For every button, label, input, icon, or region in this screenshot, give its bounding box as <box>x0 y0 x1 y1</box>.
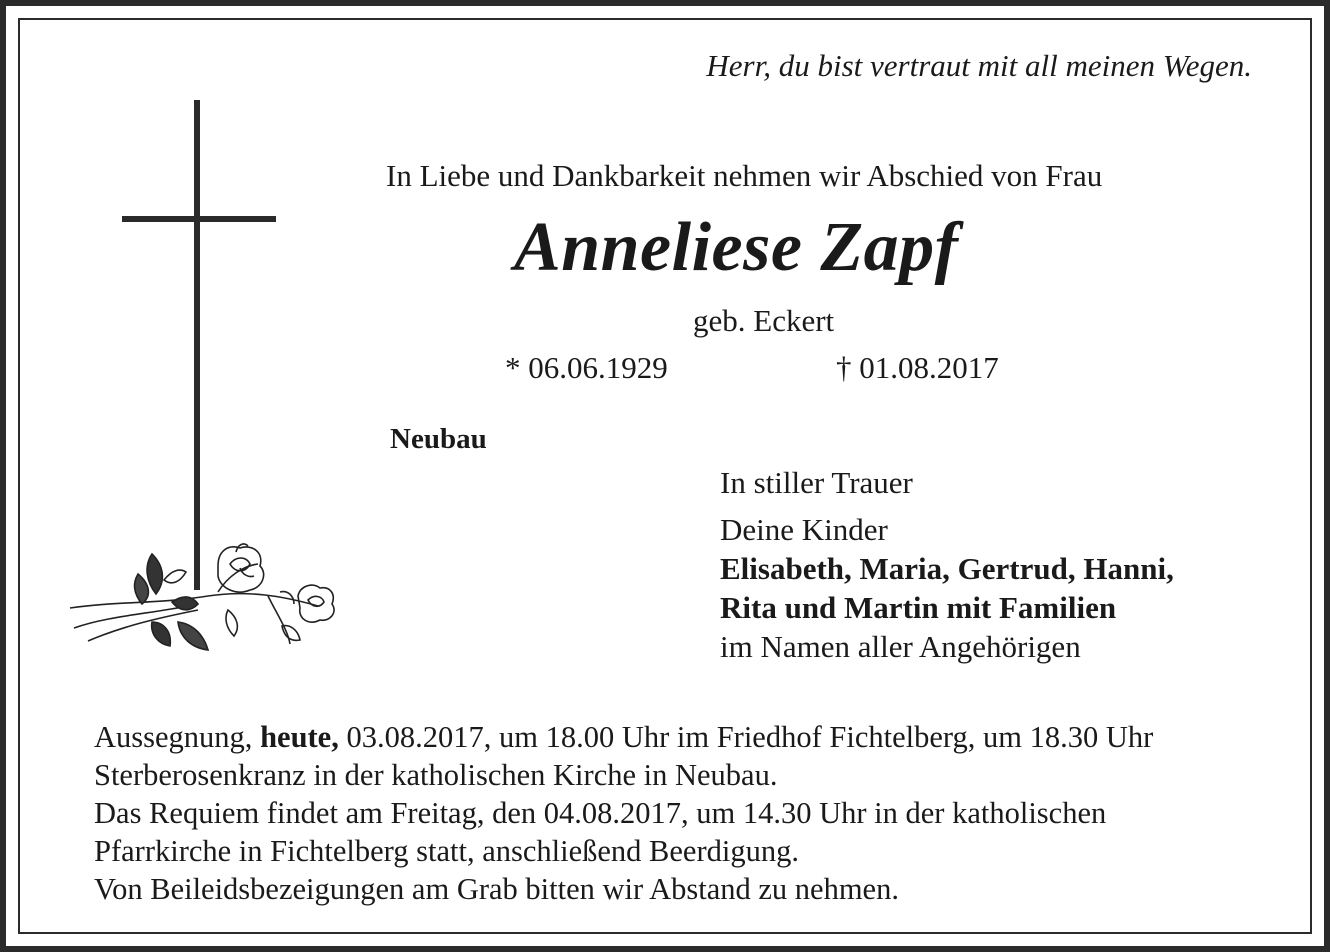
bible-verse: Herr, du bist vertraut mit all meinen Wegen. <box>706 48 1252 83</box>
mourners-names-2: Rita und Martin mit Familien <box>720 590 1117 625</box>
mourners-line-1: In stiller Trauer <box>720 465 913 500</box>
mourners-line-2: Deine Kinder <box>720 512 888 547</box>
intro-line: In Liebe und Dankbarkeit nehmen wir Abschied von Frau <box>386 158 1103 193</box>
deceased-name: Anneliese Zapf <box>514 209 959 286</box>
notice-line-1-bold: heute, <box>260 720 339 754</box>
notice-line-1-pre: Aussegnung, <box>94 720 261 754</box>
cross-with-roses-icon <box>68 96 348 666</box>
rose-branch-icon <box>70 544 334 650</box>
notice-line-1-post: 03.08.2017, um 18.00 Uhr im Friedhof Fichtelberg, um 18.30 Uhr <box>338 720 1154 754</box>
place-name: Neubau <box>390 423 487 455</box>
notice-line-4: Pfarrkirche in Fichtelberg statt, anschließend Beerdigung. <box>94 834 799 868</box>
notice-line-2: Sterberosenkranz in der katholischen Kirche in Neubau. <box>94 758 778 792</box>
notice-line-1 <box>94 718 1153 756</box>
funeral-notice <box>94 718 1153 908</box>
notice-line-3: Das Requiem findet am Freitag, den 04.08.2017, um 14.30 Uhr in der katholischen <box>94 796 1107 830</box>
notice-line-5: Von Beileidsbezeigungen am Grab bitten wir Abstand zu nehmen. <box>94 872 899 906</box>
mourners-line-3: im Namen aller Angehörigen <box>720 629 1081 664</box>
mourners-names-1: Elisabeth, Maria, Gertrud, Hanni, <box>720 551 1174 586</box>
birth-date: * 06.06.1929 <box>505 350 668 385</box>
death-date: † 01.08.2017 <box>836 350 999 385</box>
cross-icon <box>122 100 276 590</box>
maiden-name: geb. Eckert <box>693 303 835 338</box>
mourners-block <box>720 463 1174 666</box>
